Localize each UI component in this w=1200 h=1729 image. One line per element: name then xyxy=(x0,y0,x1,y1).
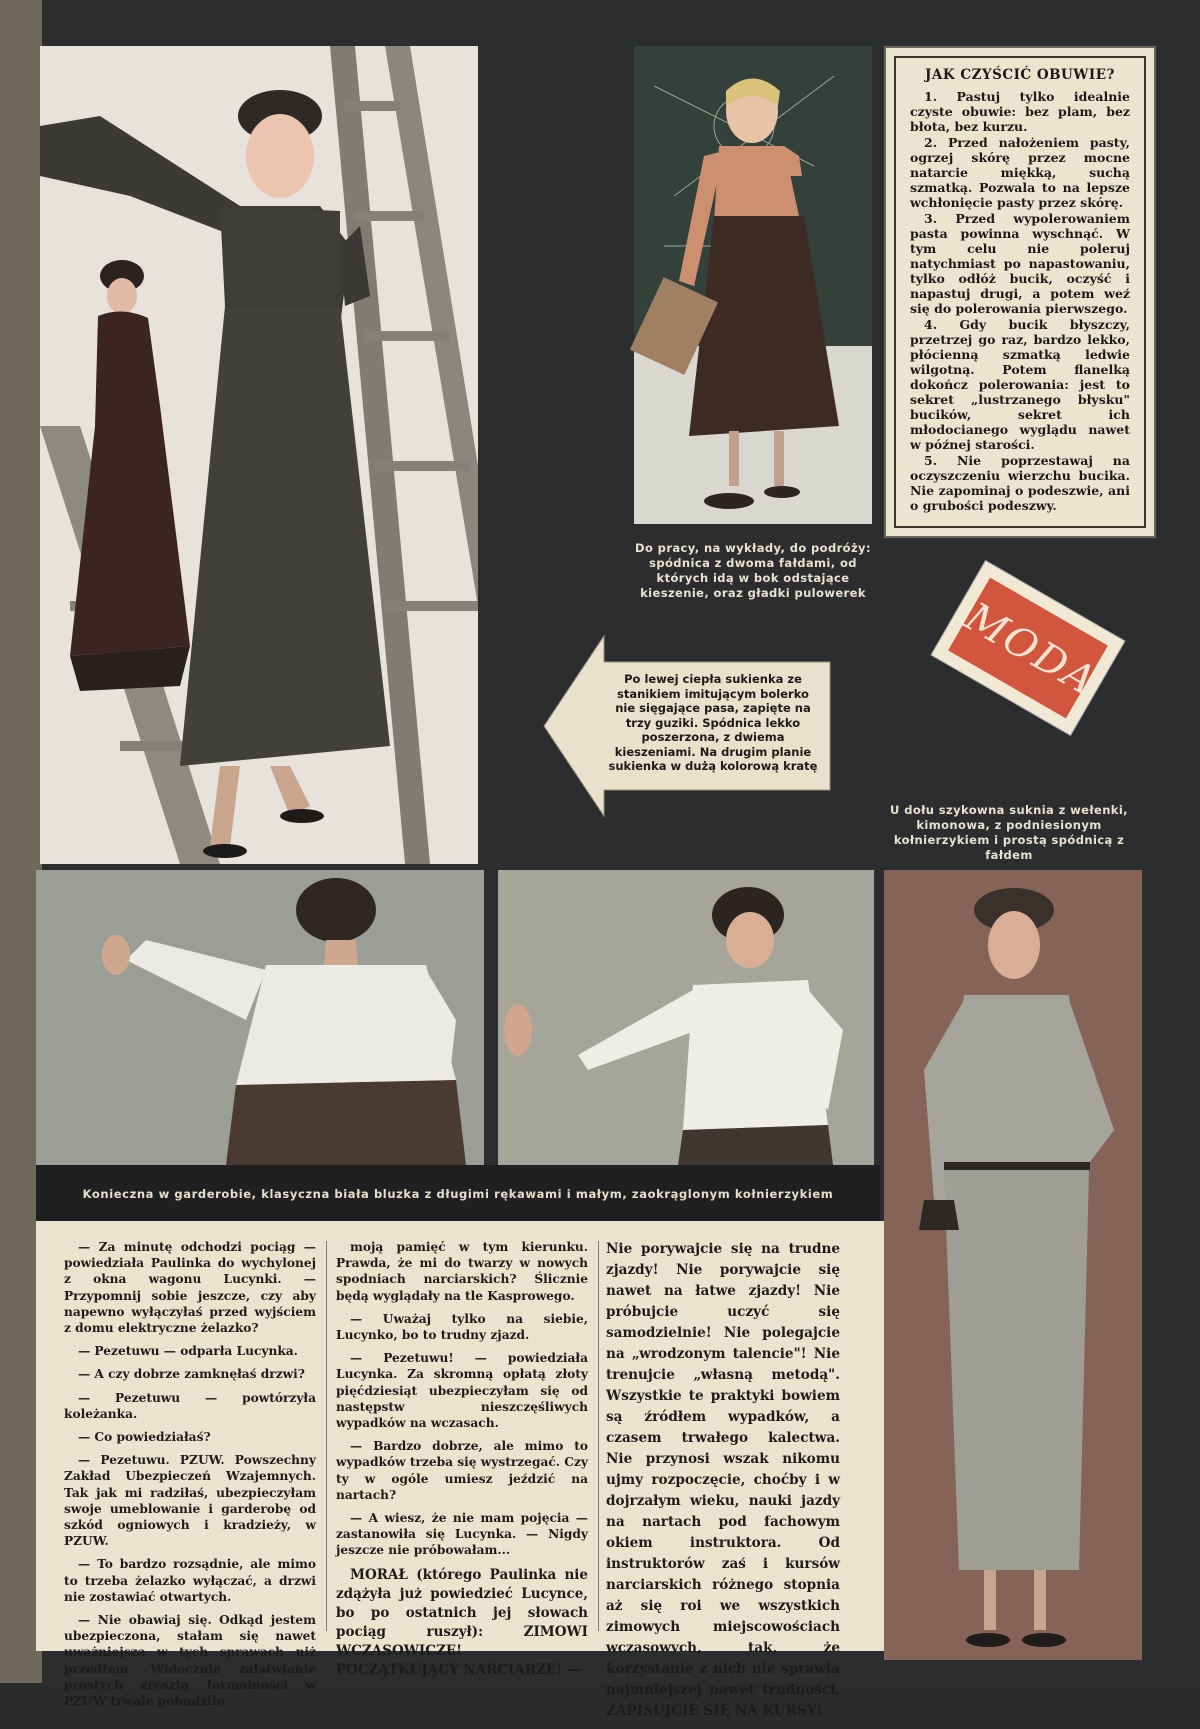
wool-dress-caption: U dołu szykowna suknia z wełenki, kimonowa, z podniesionym kołnierzykiem i prostą spódnicą z fałdem xyxy=(890,803,1128,862)
blackboard-caption: Do pracy, na wykłady, do podróży: spódnica z dwoma fałdami, od których idą w bok odstające kieszenie, oraz gładki pulowerek xyxy=(635,541,871,600)
ladder-photo xyxy=(40,46,478,864)
shoe-care-title: JAK CZYŚCIĆ OBUWIE? xyxy=(925,67,1115,83)
blackboard-photo xyxy=(634,46,872,524)
shoe-care-content xyxy=(894,56,1146,528)
article-paragraph: Nie porywajcie się na trudne zjazdy! Nie porywajcie się nawet na łatwe zjazdy! Nie próbujcie uczyć się samodzielnie! Nie polegajcie na „wrodzonym talencie"! Nie trenujcie „własną metodą". Wszystkie te praktyki bowiem są źródłem wypadków, a czasem trwałego kalectwa. Nie przynosi wszak nikomu ujmy rozpoczęcie, choćby i w dojrzałym wieku, nauki jazdy na nartach pod fachowym okiem instruktora. Od instruktorów zaś i kursów narciarskich różnego stopnia aż się roi we wszystkich zimowych miejscowościach wczasowych, tak, że korzystanie z nich nie sprawia najmniejszej nawet trudności. ZAPISUJCIE SIĘ NA KURSY! xyxy=(606,1241,840,1719)
article-paragraph: — Za minutę odchodzi pociąg — powiedziała Paulinka do wychylonej z okna wagonu Lucynki. — Przypomnij sobie jeszcze, czy aby napewno wyłączyłaś przed wyjściem z domu elektryczne żelazko? xyxy=(64,1240,316,1336)
shoe-care-item: 3. Przed wypolerowaniem pasta powinna wyschnąć. W tym celu nie poleruj natychmiast po napastowaniu, tylko odłóż bucik, oczyść i napastuj drugi, a potem weź się do polerowania pierwszego. xyxy=(910,211,1130,316)
blouse-caption: Konieczna w garderobie, klasyczna biała bluzka z długimi rękawami i małym, zaokrąglonym kołnierzykiem xyxy=(82,1187,834,1201)
moda-logo xyxy=(932,561,1125,735)
article-paragraph: moją pamięć w tym kierunku. Prawda, że mi do twarzy w nowych spodniach narciarskich? Ślicznie będą wyglądały na tle Kasprowego. xyxy=(336,1240,588,1303)
shoe-care-item: 5. Nie poprzestawaj na oczyszczeniu wierzchu bucika. Nie zapominaj o podeszwie, ani o grubości podeszwy. xyxy=(910,453,1130,513)
shoe-care-item: 1. Pastuj tylko idealnie czyste obuwie: bez plam, bez błota, bez kurzu. xyxy=(910,89,1130,134)
article-paragraph: — Pezetuwu! — powiedziała Lucynka. Za skromną opłatą złoty pięćdziesiąt ubezpieczyłam się od następstw nieszczęśliwych wypadków na wczasach. xyxy=(336,1351,588,1431)
article-paragraph: — Pezetuwu. PZUW. Powszechny Zakład Ubezpieczeń Wzajemnych. Tak jak mi radziłaś, ubezpieczyłam swoje umeblowanie i garderobę od szkód ogniowych i kradzieży, w PZUW. xyxy=(64,1453,316,1549)
article-paragraph: — To bardzo rozsądnie, ale mimo to trzeba żelazko wyłączać, a drzwi nie zostawiać otwartych. xyxy=(64,1557,316,1604)
article-paragraph: — Co powiedziałaś? xyxy=(78,1430,211,1445)
blouse-front-photo xyxy=(498,870,874,1165)
moda-logo-text: MODA xyxy=(948,578,1108,719)
shoe-care-item: 2. Przed nałożeniem pasty, ogrzej skórę przez mocne natarcie miękką, suchą szmatką. Pozwala to na lepsze wchłonięcie pasty przez skórę. xyxy=(910,135,1130,210)
shoe-care-item: 4. Gdy bucik błyszczy, przetrzej go raz, bardzo lekko, płócienną szmatką ledwie wilgotną. Potem flanelką dokończ polerowania: jest to sekret „lustrzanego błysku" bucików, sekret ich młodocianego wyglądu nawet w późnej starości. xyxy=(910,317,1130,452)
wool-dress-photo xyxy=(884,870,1142,1660)
article-paragraph: MORAŁ (którego Paulinka nie zdążyła już powiedzieć Lucynce, bo po ostatnich jej słowach pociąg ruszył): ZIMOWI WCZASOWICZE! POCZĄTKUJĄCY NARCIARZE! — xyxy=(336,1566,588,1678)
article-column-1 xyxy=(64,1239,316,1716)
article-column-3 xyxy=(606,1239,840,1729)
column-divider xyxy=(326,1241,327,1631)
article-paragraph: — Nie obawiaj się. Odkąd jestem ubezpieczona, stałam się nawet uważniejsza w tych sprawach niż przedtem. Widocznie załatwianie prostych zresztą formalności w PZUW trwale pobudziło xyxy=(64,1613,316,1709)
column-divider xyxy=(598,1241,599,1631)
article-paragraph: — Bardzo dobrze, ale mimo to wypadków trzeba się wystrzegać. Czy ty w ogóle umiesz jeździć na nartach? xyxy=(336,1439,588,1502)
article-column-2 xyxy=(336,1239,588,1687)
article-paragraph: — A czy dobrze zamknęłaś drzwi? xyxy=(78,1367,305,1382)
arrow-caption: Po lewej ciepła sukienka ze stanikiem imitującym bolerko nie sięgające pasa, zapięte na trzy guziki. Spódnica lekko poszerzona, z dwiema kieszeniami. Na drugim planie sukienka w dużą kolorową kratę xyxy=(608,672,818,773)
blouse-back-photo xyxy=(36,870,484,1165)
article-paragraph: — A wiesz, że nie mam pojęcia — zastanowiła się Lucynka. — Nigdy jeszcze nie próbowałam... xyxy=(336,1511,588,1558)
article-paragraph: — Pezetuwu — odparła Lucynka. xyxy=(78,1344,298,1359)
article-paragraph: — Uważaj tylko na siebie, Lucynko, bo to trudny zjazd. xyxy=(336,1311,588,1343)
pzuw-article xyxy=(36,1221,884,1719)
blouse-caption-banner xyxy=(36,1165,880,1221)
article-paragraph: — Pezetuwu — powtórzyła koleżanka. xyxy=(64,1390,316,1421)
shoe-care-box xyxy=(884,46,1156,538)
